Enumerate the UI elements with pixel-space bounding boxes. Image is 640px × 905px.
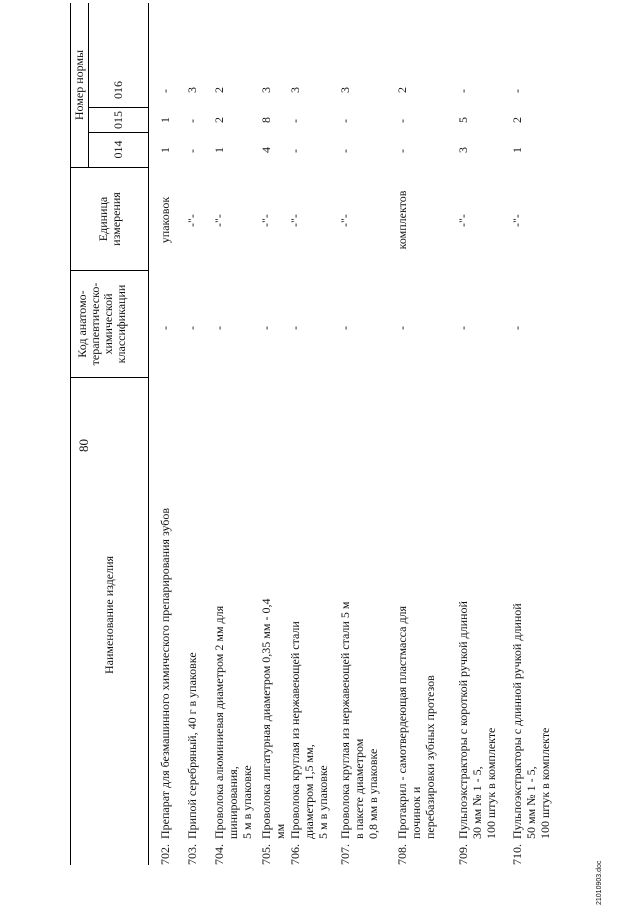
row-name: Проволока лигатурная диаметром 0,35 мм - 0,4 мм <box>259 598 287 839</box>
row-norm-014: 1 <box>158 147 172 153</box>
row-unit: -"- <box>338 214 352 227</box>
header-code-line-1: Код анатомо- <box>75 290 89 358</box>
row-norm-016: - <box>158 89 172 93</box>
row-unit: -"- <box>212 214 226 227</box>
row-norm-016: - <box>510 89 524 93</box>
row-unit: упаковок <box>158 196 172 244</box>
header-unit-line-1: Единица <box>96 196 110 242</box>
row-norm-015: - <box>185 119 199 123</box>
row-code: - <box>212 326 226 330</box>
document-filename: 21010903.doc <box>596 860 603 905</box>
row-unit: -"- <box>456 214 470 227</box>
header-norm-016: 016 <box>111 81 125 99</box>
row-norm-016: - <box>456 89 470 93</box>
row-norm-016: 3 <box>185 87 199 93</box>
header-unit-line-2: измерения <box>109 192 123 246</box>
row-number: 703. <box>185 844 199 865</box>
header-unit <box>97 169 123 269</box>
row-norm-015: 1 <box>158 117 172 123</box>
header-norm-015: 015 <box>111 111 125 129</box>
row-norm-015: - <box>395 119 409 123</box>
row-number: 707. <box>338 844 352 865</box>
table-header-rule <box>148 3 149 865</box>
row-name: Проволока алюминиевая диаметром 2 мм для шинирования, 5 м в упаковке <box>212 605 254 839</box>
row-number: 706. <box>288 844 302 865</box>
header-code-line-3: химической <box>101 293 115 355</box>
row-norm-016: 3 <box>259 87 273 93</box>
row-unit: комплектов <box>395 190 409 250</box>
row-name: Протакрил - самотвердеющая пластмасса для починок и перебазировки зубных протезов <box>395 605 437 839</box>
row-norm-014: - <box>288 149 302 153</box>
row-norm-015: - <box>288 119 302 123</box>
row-unit: -"- <box>259 214 273 227</box>
row-norm-014: - <box>395 149 409 153</box>
row-norm-016: 2 <box>212 87 226 93</box>
col-divider-name-code <box>70 377 148 378</box>
row-code: - <box>395 326 409 330</box>
row-unit: -"- <box>288 214 302 227</box>
row-code: - <box>456 326 470 330</box>
row-name: Пульпоэкстракторы с длинной ручкой длиной 50 мм № 1 - 5, 100 штук в комплекте <box>510 603 552 839</box>
row-code: - <box>510 326 524 330</box>
col-divider-unit-norm <box>70 167 148 168</box>
row-norm-014: 4 <box>259 147 273 153</box>
row-number: 702. <box>158 844 172 865</box>
header-code-line-2: терапевтическо- <box>88 282 102 366</box>
header-norm-014: 014 <box>111 140 125 159</box>
norm-group-rule <box>88 3 89 168</box>
row-unit: -"- <box>185 214 199 227</box>
row-norm-014: - <box>185 149 199 153</box>
row-norm-016: 2 <box>395 87 409 93</box>
row-norm-015: 5 <box>456 117 470 123</box>
row-norm-015: 2 <box>510 117 524 123</box>
row-norm-016: 3 <box>338 87 352 93</box>
row-norm-015: 2 <box>212 117 226 123</box>
row-unit: -"- <box>510 214 524 227</box>
row-number: 709. <box>456 844 470 865</box>
row-number: 704. <box>212 844 226 865</box>
page-number: 80 <box>76 439 91 452</box>
row-norm-014: 3 <box>456 147 470 153</box>
header-code <box>76 271 128 377</box>
row-number: 705. <box>259 844 273 865</box>
row-norm-014: 1 <box>212 147 226 153</box>
row-name: Пульпоэкстракторы с короткой ручкой длиной 30 мм № 1 - 5, 100 штук в комплекте <box>456 601 498 839</box>
row-number: 710. <box>510 844 524 865</box>
row-number: 708. <box>395 844 409 865</box>
row-name: Проволока круглая из нержавеющей стали 5 м в пакете диаметром 0,8 мм в упаковке <box>338 601 380 839</box>
row-code: - <box>288 326 302 330</box>
table-top-rule <box>70 3 71 865</box>
row-norm-015: 8 <box>259 117 273 123</box>
row-code: - <box>185 326 199 330</box>
row-norm-014: - <box>338 149 352 153</box>
row-name: Припой серебряный, 40 г в упаковке <box>185 652 199 839</box>
row-code: - <box>259 326 273 330</box>
row-norm-015: - <box>338 119 352 123</box>
row-code: - <box>158 326 172 330</box>
row-name: Препарат для безмашинного химического препарирования зубов <box>158 507 172 839</box>
row-code: - <box>338 326 352 330</box>
header-code-line-4: классификации <box>114 284 128 364</box>
row-norm-014: 1 <box>510 147 524 153</box>
row-name: Проволока круглая из нержавеющей стали диаметром 1,5 мм, 5 м в упаковке <box>288 621 330 839</box>
header-name: Наименование изделия <box>102 555 116 675</box>
header-norm-group: Номер нормы <box>72 49 86 121</box>
row-norm-016: 3 <box>288 87 302 93</box>
